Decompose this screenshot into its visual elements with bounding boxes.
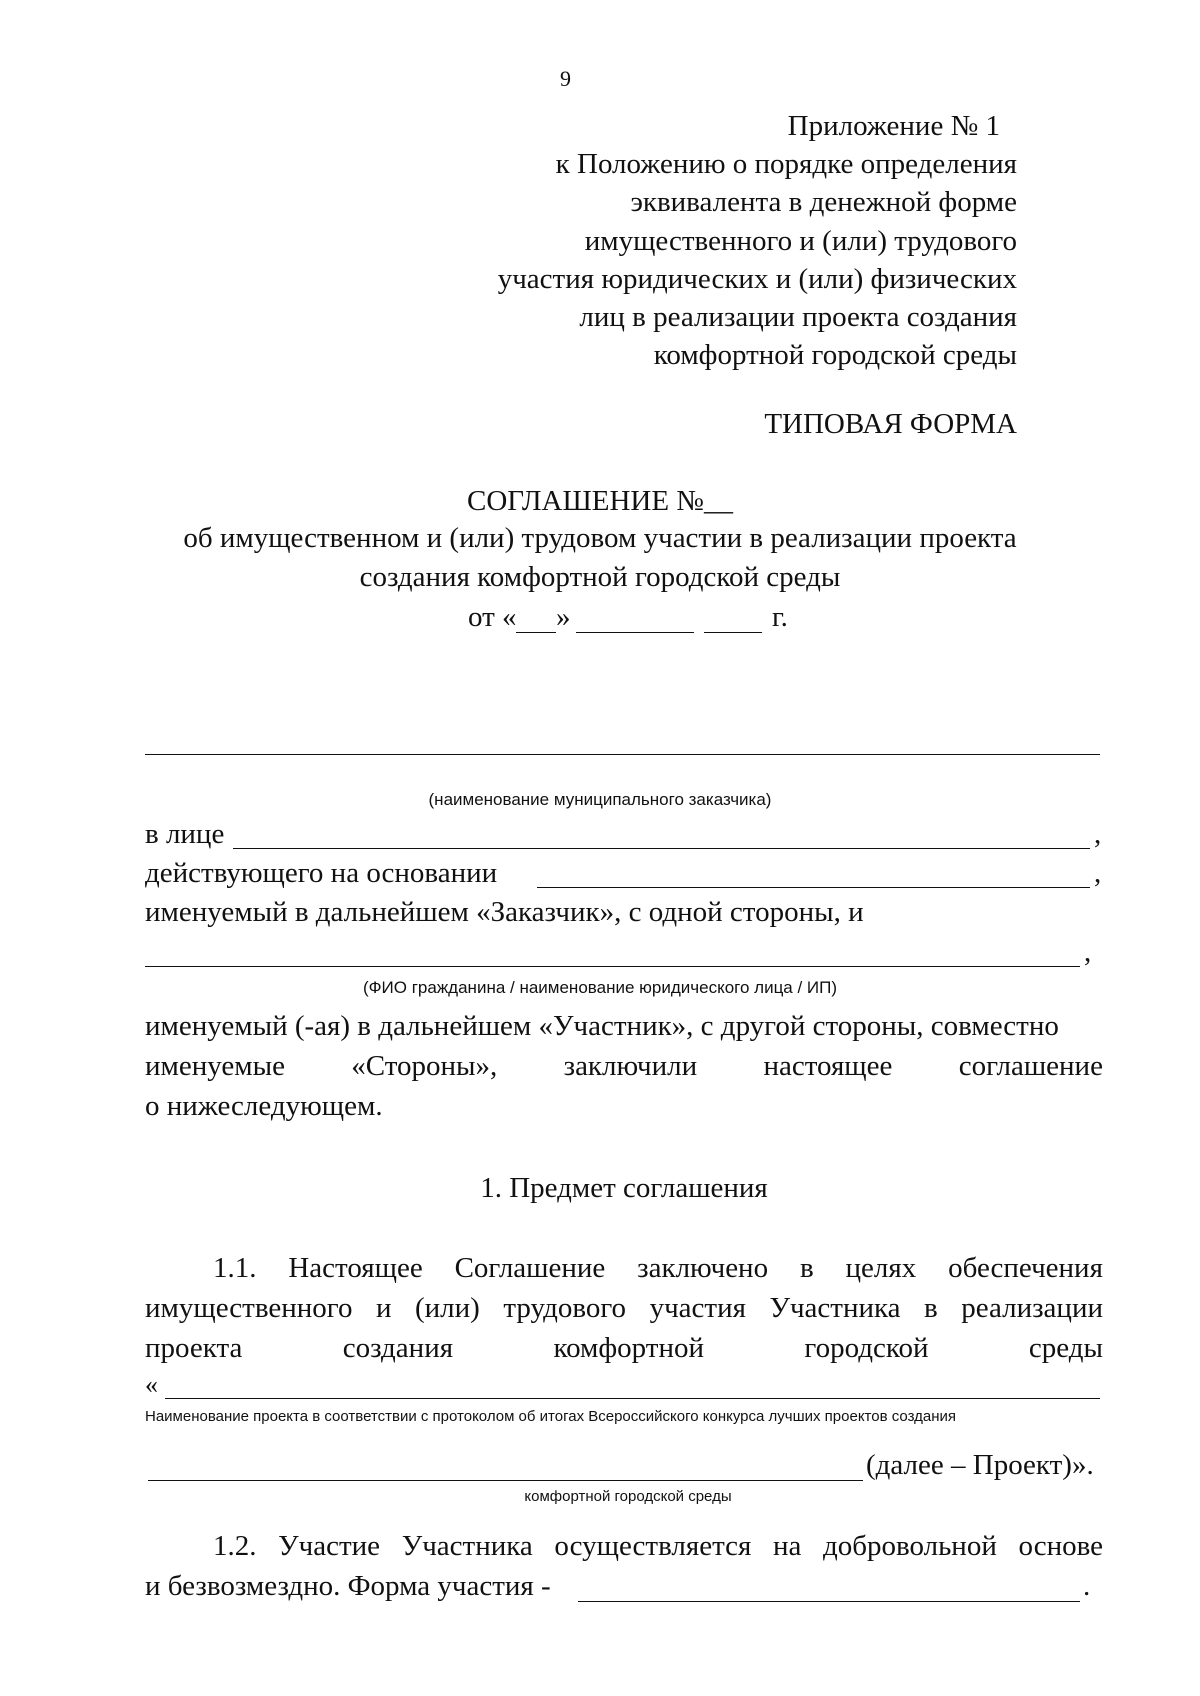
word: городской (804, 1332, 929, 1364)
word: настоящее (763, 1050, 893, 1082)
word: 1.1. (213, 1252, 257, 1284)
participant-named-line-1: именуемый (-ая) в дальнейшем «Участник», с другой стороны, совместно (145, 1010, 1059, 1042)
project-caption: Наименование проекта в соответствии с протоколом об итогах Всероссийского конкурса лучших проектов создания (145, 1408, 956, 1425)
customer-name-blank[interactable] (145, 754, 1100, 755)
word: участия (649, 1292, 746, 1324)
project-name-blank[interactable] (165, 1398, 1100, 1399)
period: . (1083, 1570, 1091, 1602)
appendix-line-2: эквивалента в денежной форме (630, 186, 1017, 218)
date-year-blank[interactable] (704, 632, 762, 633)
word: создания (342, 1332, 454, 1364)
participant-name-blank[interactable] (145, 966, 1080, 967)
participant-caption: (ФИО гражданина / наименование юридического лица / ИП) (362, 978, 838, 997)
word: Участника (769, 1292, 901, 1324)
word: в (924, 1292, 938, 1324)
word: и (375, 1292, 392, 1324)
date-month-blank[interactable] (576, 632, 694, 633)
customer-named: именуемый в дальнейшем «Заказчик», с одной стороны, и (145, 896, 864, 928)
word: целях (845, 1252, 917, 1284)
participation-form-blank[interactable] (578, 1601, 1080, 1602)
word: проекта (145, 1332, 243, 1364)
customer-caption: (наименование муниципального заказчика) (428, 790, 772, 809)
project-name-blank-2[interactable] (148, 1480, 863, 1481)
word: обеспечения (948, 1252, 1103, 1284)
appendix-line-3: имущественного и (или) трудового (584, 225, 1017, 257)
comma-1: , (1094, 818, 1102, 850)
agreement-title: СОГЛАШЕНИЕ №__ (467, 485, 733, 517)
project-suffix: (далее – Проект)». (866, 1449, 1094, 1481)
participant-named-line-3: о нижеследующем. (145, 1090, 383, 1122)
date-day-blank[interactable] (516, 632, 556, 633)
p2-line-1: 1.2. Участие Участника осуществляется на добровольной основе (213, 1530, 1103, 1562)
form-label: ТИПОВАЯ ФОРМА (764, 408, 1017, 440)
p1-line-2 (145, 1292, 1103, 1325)
date-suffix: г. (772, 601, 788, 633)
acting-basis-label: действующего на основании (145, 857, 498, 889)
word: комфортной (553, 1332, 704, 1364)
agreement-subtitle-1: об имущественном и (или) трудовом участии в реализации проекта (183, 522, 1017, 554)
p2-line-2: и безвозмездно. Форма участия - (145, 1570, 551, 1602)
word: Настоящее (288, 1252, 423, 1284)
word: в (799, 1252, 814, 1284)
quote-open: « (145, 1370, 158, 1399)
agreement-subtitle-2: создания комфортной городской среды (359, 561, 841, 593)
word: имущественного (145, 1292, 353, 1324)
word: Соглашение (454, 1252, 606, 1284)
in-person-label: в лице (145, 818, 225, 850)
p1-line-3 (145, 1332, 1103, 1365)
acting-basis-blank[interactable] (537, 887, 1090, 888)
in-person-blank[interactable] (233, 848, 1090, 849)
date-mid: » (556, 601, 571, 633)
page-number: 9 (560, 66, 571, 91)
comma-3: , (1084, 936, 1092, 968)
section-1-heading: 1. Предмет соглашения (480, 1172, 768, 1204)
word: среды (1028, 1332, 1103, 1364)
word: реализации (961, 1292, 1103, 1324)
word: заключено (637, 1252, 769, 1284)
project-caption-2: комфортной городской среды (524, 1488, 732, 1505)
appendix-line-6: комфортной городской среды (653, 339, 1017, 371)
word: именуемые (145, 1050, 285, 1082)
word: (или) (414, 1292, 480, 1324)
participant-named-line-2 (145, 1050, 1103, 1083)
appendix-line-1: к Положению о порядке определения (555, 148, 1017, 180)
appendix-line-5: лиц в реализации проекта создания (579, 301, 1017, 333)
word: заключили (563, 1050, 698, 1082)
word: трудового (503, 1292, 627, 1324)
appendix-title: Приложение № 1 (787, 110, 1000, 142)
date-prefix: от « (468, 601, 517, 633)
word: соглашение (958, 1050, 1103, 1082)
appendix-line-4: участия юридических и (или) физических (497, 263, 1017, 295)
comma-2: , (1094, 857, 1102, 889)
word: «Стороны», (351, 1050, 498, 1082)
p1-line-1 (213, 1252, 1103, 1285)
